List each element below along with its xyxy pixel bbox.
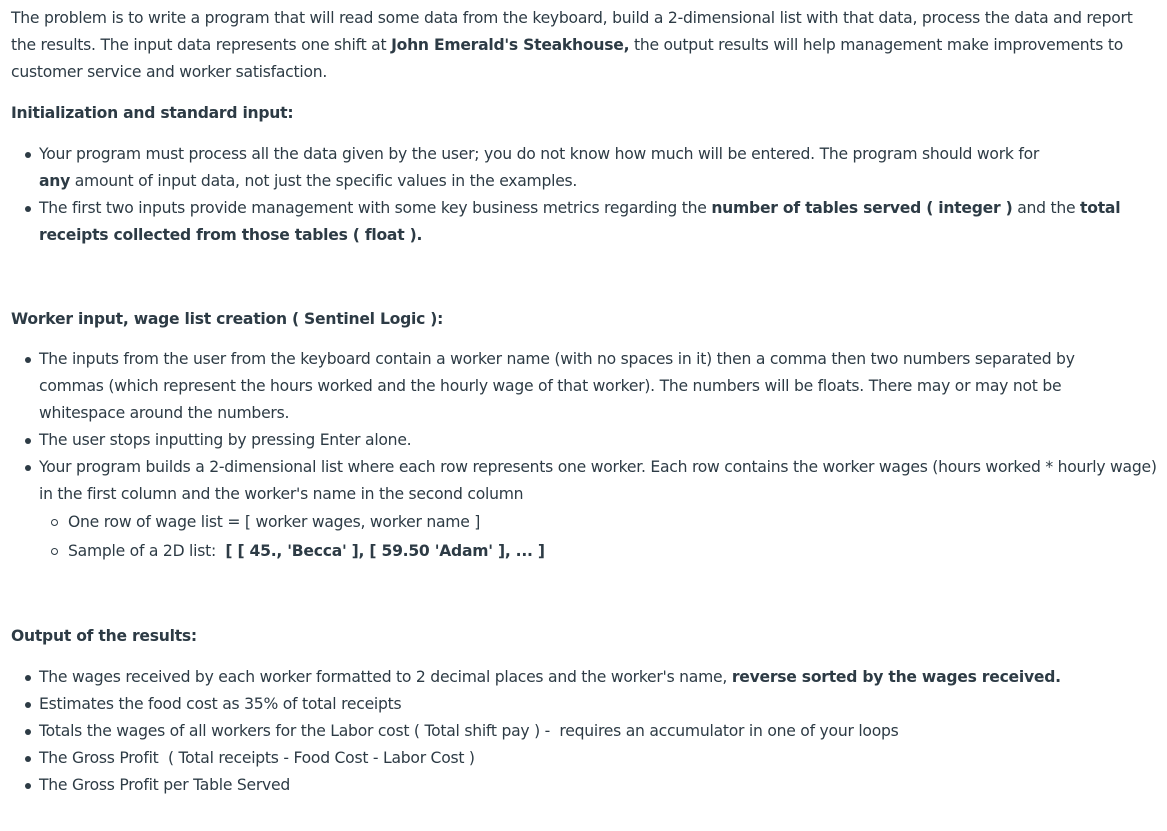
section-heading-initialization: Initialization and standard input: <box>11 104 294 122</box>
bullet-bold-text: reverse sorted by the wages received. <box>731 668 1061 686</box>
bullet-bold-text: number of tables served ( integer ) <box>711 199 1013 217</box>
initialization-list <box>0 141 1160 249</box>
list-item: Totals the wages of all workers for the Labor cost ( Total shift pay ) - requires an accumulator in one of your loops <box>0 718 1160 745</box>
bullet-text: Your program must process all the data given by the user; you do not know how much will be entered. The program should work for <box>39 145 1040 163</box>
bullet-text: and the <box>1012 199 1081 217</box>
list-item: Estimates the food cost as 35% of total receipts <box>0 691 1160 718</box>
section-heading-worker-input: Worker input, wage list creation ( Sentinel Logic ): <box>11 310 444 328</box>
bullet-bold-text: total receipts collected from those tables ( float ). <box>39 199 1121 244</box>
intro-text-1: The problem is to write a program that will read some data from the keyboard, build a 2-dimensional list with that data, process the data and report the results. The input data represents one shift at <box>11 9 1133 54</box>
sublist-item <box>39 537 1160 566</box>
intro-text-2: the output results will help management make improvements to customer service and worker satisfaction. <box>11 36 1124 81</box>
wage-list-sublist <box>39 508 1160 566</box>
worker-input-list <box>0 346 1160 566</box>
list-item <box>0 664 1160 691</box>
list-item <box>0 195 1129 249</box>
list-item: The inputs from the user from the keyboard contain a worker name (with no spaces in it) then a comma then two numbers separated by commas (which represent the hours worked and the hourly wage of that worker). The numbers will be floats. There may or may not be whitespace around the numbers. <box>0 346 1119 427</box>
section-heading-output: Output of the results: <box>11 627 197 645</box>
list-item <box>0 454 1160 566</box>
bullet-text: The wages received by each worker formatted to 2 decimal places and the worker's name, <box>39 668 732 686</box>
intro-paragraph <box>11 5 1161 86</box>
list-item: The Gross Profit ( Total receipts - Food Cost - Labor Cost ) <box>0 745 1160 772</box>
sample-list-code: [ [ 45., 'Becca' ], [ 59.50 'Adam' ], ... ] <box>225 542 545 560</box>
output-list <box>0 664 1160 799</box>
bullet-text: amount of input data, not just the specific values in the examples. <box>70 172 578 190</box>
restaurant-name: John Emerald's Steakhouse, <box>391 36 630 54</box>
list-item <box>0 141 1049 195</box>
sublist-text: Sample of a 2D list: <box>68 542 226 560</box>
sublist-item: One row of wage list = [ worker wages, worker name ] <box>39 508 1160 537</box>
bullet-text: The first two inputs provide management with some key business metrics regarding the <box>39 199 712 217</box>
bullet-bold-text: any <box>39 172 71 190</box>
bullet-text: Your program builds a 2-dimensional list where each row represents one worker. Each row contains the worker wages (hours worked * hourly wage) in the first column and the worker's name in the second column <box>39 458 1157 503</box>
list-item: The user stops inputting by pressing Enter alone. <box>0 427 1160 454</box>
list-item: The Gross Profit per Table Served <box>0 772 1160 799</box>
